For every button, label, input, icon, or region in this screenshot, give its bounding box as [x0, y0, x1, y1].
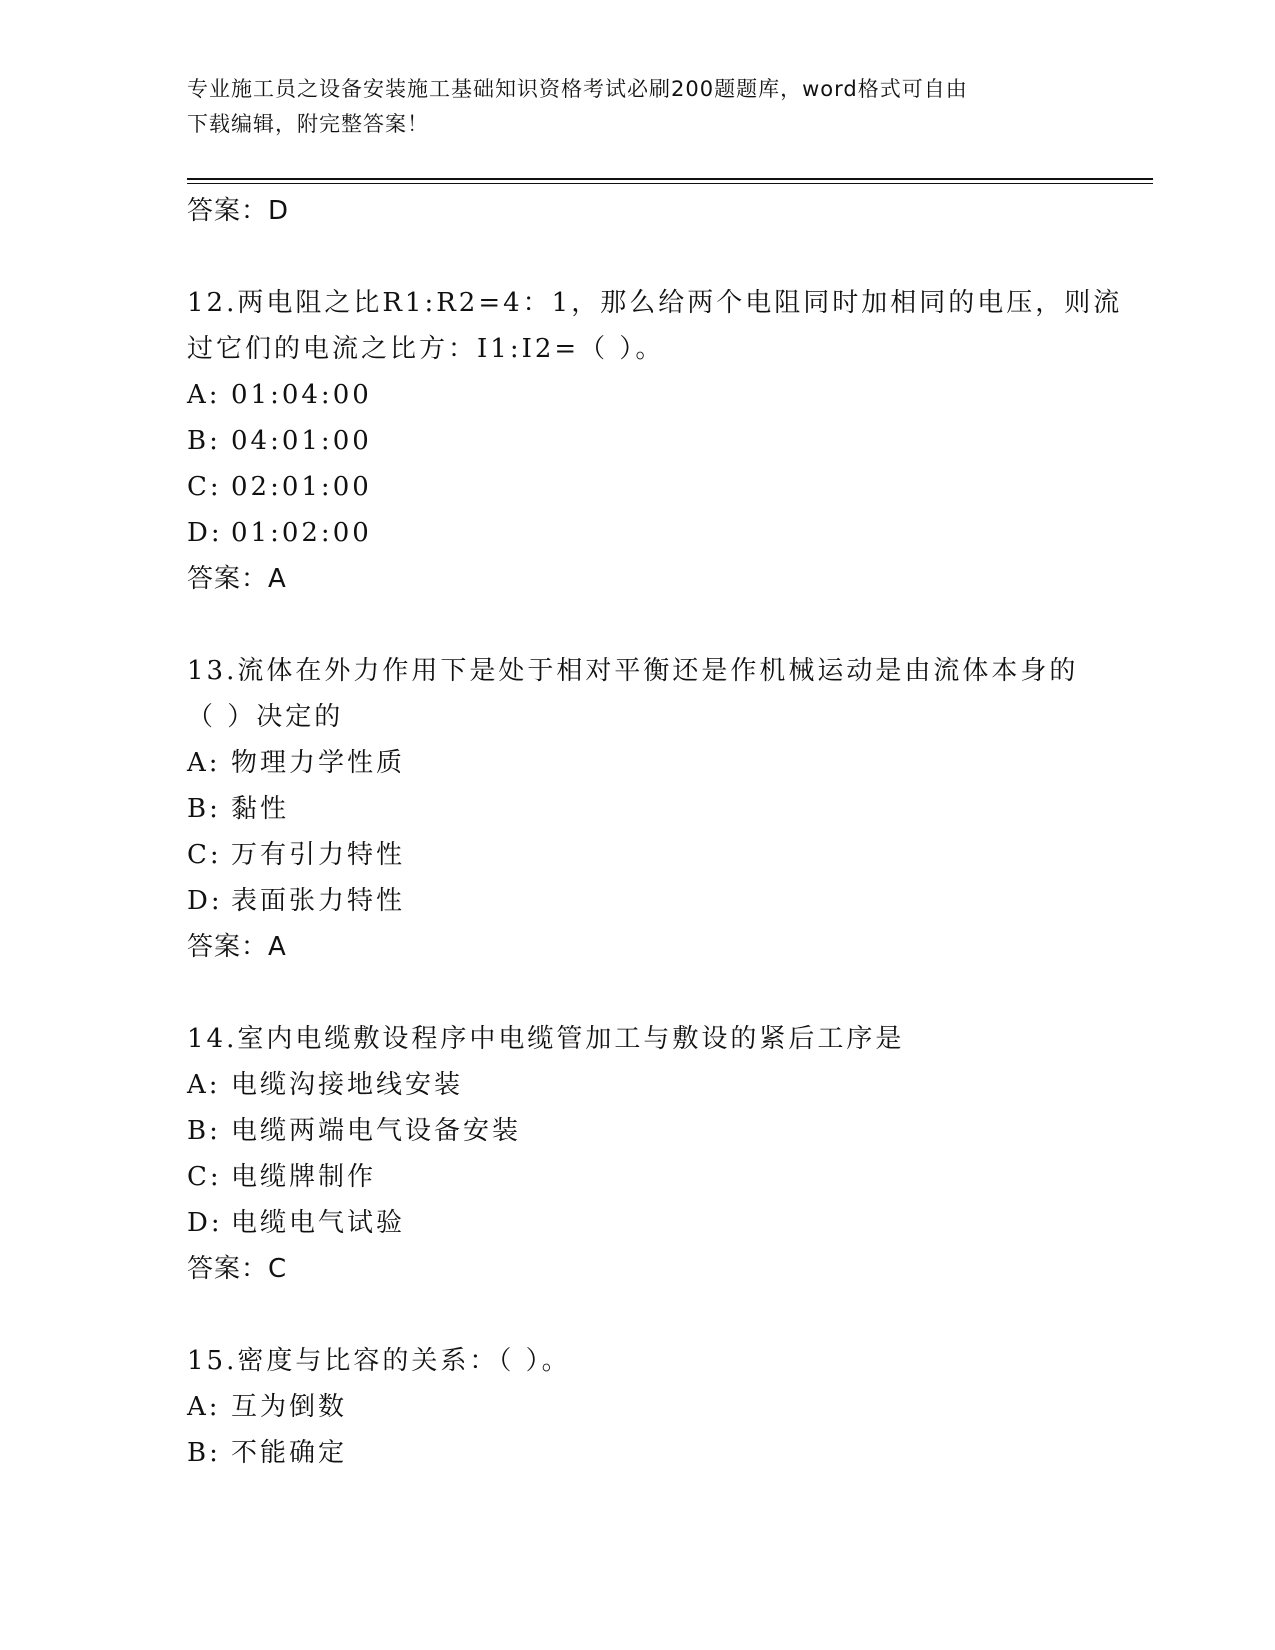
- header-line-1: 专业施工员之设备安装施工基础知识资格考试必刷200题题库，word格式可自由: [187, 77, 968, 101]
- option-label: D:: [187, 1208, 223, 1238]
- question-text-line: 15.密度与比容的关系：（ ）。: [187, 1346, 571, 1376]
- question-text-line: 14.室内电缆敷设程序中电缆管加工与敷设的紧后工序是: [187, 1024, 905, 1054]
- answer: 答案：A: [187, 932, 287, 962]
- answer: 答案：C: [187, 1254, 288, 1284]
- option-text: 不能确定: [231, 1438, 348, 1468]
- answer: 答案：A: [187, 564, 287, 594]
- option-b: [187, 1430, 1087, 1476]
- option-label: A:: [187, 1392, 221, 1422]
- header-line-2: 下载编辑，附完整答案！: [187, 112, 429, 136]
- question-text-line: （ ）决定的: [187, 702, 344, 732]
- question-15: [187, 1338, 1087, 1476]
- option-label: A:: [187, 1070, 221, 1100]
- option-c: [187, 832, 1087, 878]
- option-text: 物理力学性质: [231, 748, 406, 778]
- option-c: [187, 1154, 1087, 1200]
- option-text: 01:02:00: [231, 518, 372, 548]
- option-text: 电缆沟接地线安装: [231, 1070, 464, 1100]
- option-a: [187, 1384, 1087, 1430]
- option-label: D:: [187, 886, 223, 916]
- question-text-line: 13.流体在外力作用下是处于相对平衡还是作机械运动是由流体本身的: [187, 656, 1079, 686]
- option-a: [187, 1062, 1087, 1108]
- option-text: 电缆两端电气设备安装: [231, 1116, 522, 1146]
- option-label: B:: [187, 1116, 221, 1146]
- option-d: [187, 510, 1087, 556]
- document-body: [187, 188, 1123, 1476]
- option-text: 02:01:00: [231, 472, 372, 502]
- option-label: A:: [187, 380, 221, 410]
- option-text: 04:01:00: [231, 426, 372, 456]
- option-b: [187, 418, 1087, 464]
- option-c: [187, 464, 1087, 510]
- option-text: 电缆牌制作: [231, 1162, 377, 1192]
- previous-answer: 答案：D: [187, 196, 290, 226]
- option-text: 01:04:00: [231, 380, 372, 410]
- option-label: B:: [187, 1438, 221, 1468]
- option-text: 黏性: [231, 794, 290, 824]
- header-divider-thick: [187, 178, 1153, 180]
- option-text: 万有引力特性: [231, 840, 406, 870]
- document-header: [187, 72, 1067, 142]
- option-label: B:: [187, 794, 221, 824]
- option-label: C:: [187, 840, 222, 870]
- question-12: [187, 280, 1123, 602]
- option-label: C:: [187, 1162, 222, 1192]
- option-d: [187, 878, 1087, 924]
- question-text-line: 12.两电阻之比R1:R2=4：1，那么给两个电阻同时加相同的电压，则流: [187, 288, 1123, 318]
- option-b: [187, 1108, 1087, 1154]
- option-text: 表面张力特性: [231, 886, 406, 916]
- option-a: [187, 372, 1087, 418]
- option-label: D:: [187, 518, 223, 548]
- option-d: [187, 1200, 1087, 1246]
- option-b: [187, 786, 1087, 832]
- option-text: 互为倒数: [231, 1392, 348, 1422]
- question-text-line: 过它们的电流之比方：I1:I2=（ ）。: [187, 334, 665, 364]
- option-label: A:: [187, 748, 221, 778]
- header-divider-thin: [187, 183, 1153, 184]
- option-label: B:: [187, 426, 221, 456]
- question-14: [187, 1016, 1087, 1292]
- option-label: C:: [187, 472, 222, 502]
- question-13: [187, 648, 1087, 970]
- option-a: [187, 740, 1087, 786]
- option-text: 电缆电气试验: [231, 1208, 406, 1238]
